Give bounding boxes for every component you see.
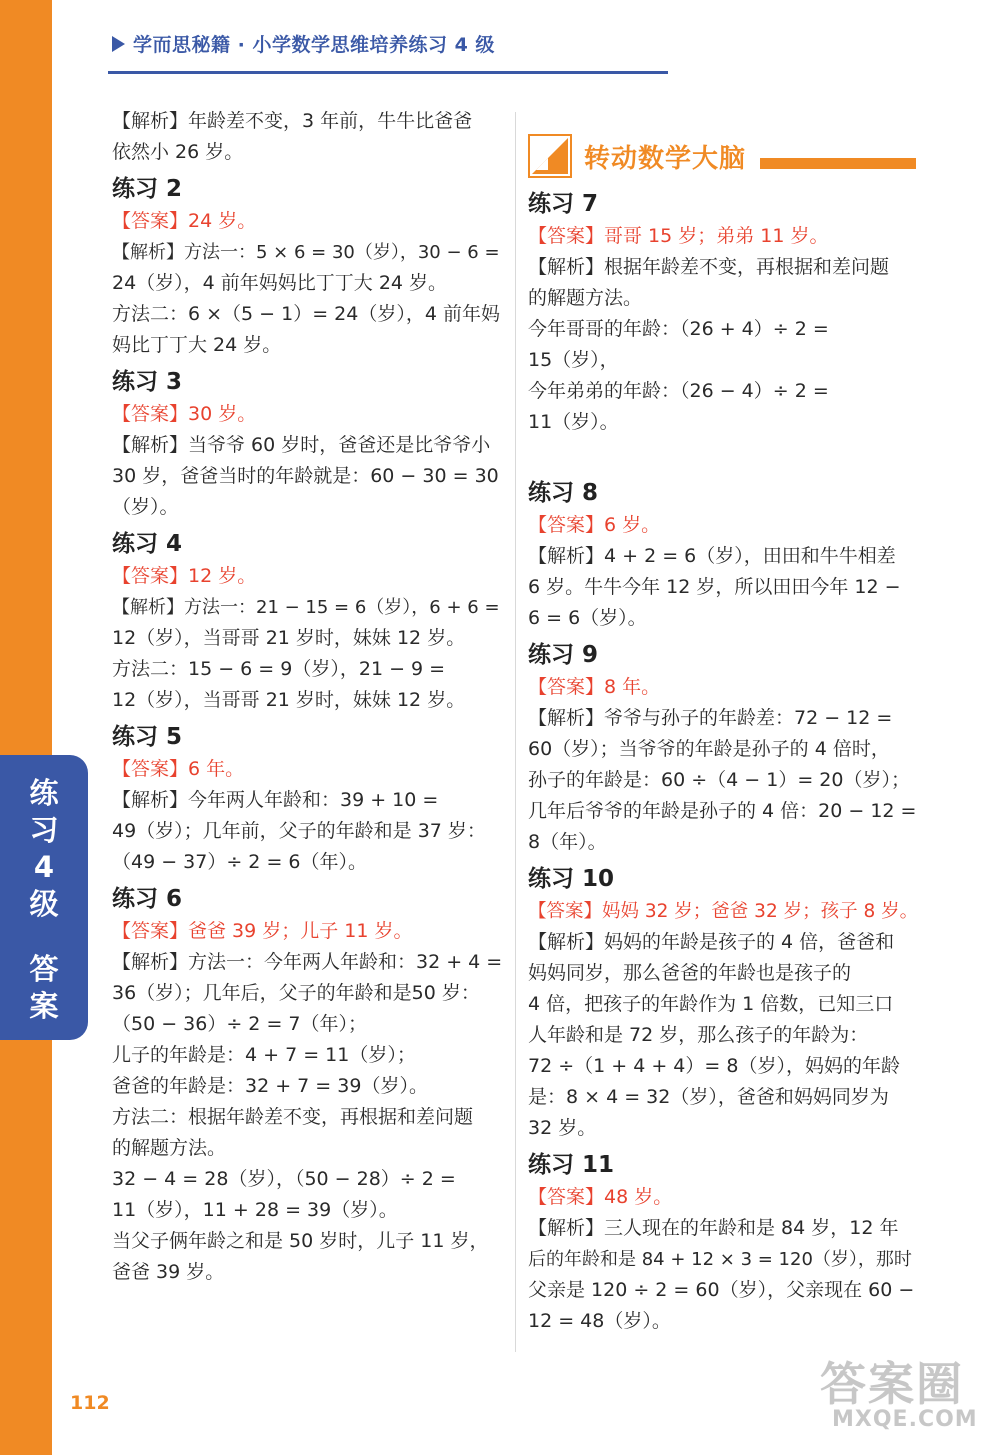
explanation-line: 后的年龄和是 84 + 12 × 3 = 120（岁），那时: [528, 1249, 912, 1270]
explanation-line: 方法二：6 ×（5 − 1）= 24（岁），4 前年妈: [112, 303, 500, 325]
explanation-line: 【解析】妈妈的年龄是孩子的 4 倍，爸爸和: [528, 931, 895, 953]
answer-line: 【答案】8 年。: [528, 676, 661, 698]
explanation-line: 12 = 48（岁）。: [528, 1310, 671, 1332]
side-tab-char: 级: [29, 887, 59, 921]
explanation-line: 8（年）。: [528, 831, 607, 853]
answer-line: 【答案】哥哥 15 岁；弟弟 11 岁。: [528, 225, 829, 247]
explanation-line: 32 − 4 = 28（岁），（50 − 28）÷ 2 =: [112, 1168, 456, 1190]
explanation-line: 15（岁），: [528, 349, 619, 371]
explanation-line: 49（岁）；几年前，父子的年龄和是 37 岁：: [112, 820, 486, 842]
explanation-line: 是：8 × 4 = 32（岁），爸爸和妈妈同岁为: [528, 1086, 889, 1108]
explanation-line: 几年后爷爷的年龄是孙子的 4 倍：20 − 12 =: [528, 800, 917, 822]
page-header: [112, 30, 495, 57]
explanation-line: 方法二：根据年龄差不变，再根据和差问题: [112, 1106, 474, 1128]
explanation-line: 【解析】根据年龄差不变，再根据和差问题: [528, 256, 890, 278]
header-title: 学而思秘籍 · 小学数学思维培养练习 4 级: [133, 34, 495, 56]
page-number: 112: [70, 1392, 110, 1414]
watermark-line1: 答案圈: [820, 1357, 964, 1411]
watermark-line2: MXQE.COM: [832, 1407, 978, 1432]
brain-section-icon: [528, 134, 572, 178]
explanation-line: 【解析】方法一：今年两人年龄和：32 + 4 =: [112, 951, 503, 973]
left-column: [112, 106, 505, 1288]
spacer: [528, 438, 920, 472]
explanation-line: 6 = 6（岁）。: [528, 607, 647, 629]
explanation-line: 【解析】当爷爷 60 岁时，爸爸还是比爷爷小: [112, 434, 491, 456]
watermark-logo: [820, 1357, 978, 1432]
explanation-line: 12（岁），当哥哥 21 岁时，妹妹 12 岁。: [112, 689, 466, 711]
answer-line: 【答案】12 岁。: [112, 565, 257, 587]
triangle-icon: [112, 36, 125, 52]
exercise-heading: 练习 4: [112, 531, 183, 557]
answer-line: 【答案】6 岁。: [528, 514, 661, 536]
explanation-line: 妈比丁丁大 24 岁。: [112, 334, 282, 356]
exercise-heading: 练习 9: [528, 642, 599, 668]
explanation-line: 72 ÷（1 + 4 + 4）= 8（岁），妈妈的年龄: [528, 1055, 900, 1077]
answer-line: 【答案】爸爸 39 岁；儿子 11 岁。: [112, 920, 413, 942]
brain-section-title: 转动数学大脑: [584, 144, 747, 174]
exercise-heading: 练习 8: [528, 480, 599, 506]
side-tab-char: 4: [33, 850, 55, 884]
answer-line: 【答案】妈妈 32 岁；爸爸 32 岁；孩子 8 岁。: [528, 901, 919, 922]
explanation-line: 60（岁）；当爷爷的年龄是孙子的 4 倍时，: [528, 738, 890, 760]
answer-line: 【答案】6 年。: [112, 758, 245, 780]
explanation-line: 今年哥哥的年龄：（26 + 4）÷ 2 =: [528, 318, 829, 340]
explanation-line: 的解题方法。: [112, 1137, 227, 1159]
explanation-line: 【解析】年龄差不变，3 年前，牛牛比爸爸: [112, 110, 473, 132]
explanation-line: 11（岁），11 + 28 = 39（岁）。: [112, 1199, 398, 1221]
answer-line: 【答案】24 岁。: [112, 210, 257, 232]
explanation-line: 今年弟弟的年龄：（26 − 4）÷ 2 =: [528, 380, 829, 402]
orange-margin-stripe: [0, 0, 55, 1455]
explanation-line: 【解析】方法一：5 × 6 = 30（岁），30 − 6 =: [112, 242, 500, 263]
explanation-line: 11（岁）。: [528, 411, 619, 433]
explanation-line: 【解析】爷爷与孙子的年龄差：72 − 12 =: [528, 707, 893, 729]
explanation-line: 【解析】三人现在的年龄和是 84 岁，12 年: [528, 1217, 899, 1239]
brain-section-bar: [760, 158, 916, 169]
explanation-line: 当父子俩年龄之和是 50 岁时，儿子 11 岁，: [112, 1230, 489, 1252]
side-tab-char: 答: [29, 952, 59, 986]
explanation-line: 孙子的年龄是：60 ÷（4 − 1）= 20（岁）；: [528, 769, 910, 791]
explanation-line: 36（岁）；几年后，父子的年龄和是50 岁：: [112, 982, 480, 1004]
exercise-heading: 练习 11: [528, 1152, 615, 1178]
exercise-heading: 练习 7: [528, 191, 599, 217]
explanation-line: 儿子的年龄是：4 + 7 = 11（岁）；: [112, 1044, 416, 1066]
explanation-line: 方法二：15 − 6 = 9（岁），21 − 9 =: [112, 658, 446, 680]
explanation-line: 6 岁。牛牛今年 12 岁，所以田田今年 12 −: [528, 576, 901, 598]
explanation-line: 12（岁），当哥哥 21 岁时，妹妹 12 岁。: [112, 627, 466, 649]
exercise-heading: 练习 10: [528, 866, 615, 892]
answer-line: 【答案】30 岁。: [112, 403, 257, 425]
exercise-heading: 练习 5: [112, 724, 183, 750]
right-column-body: [528, 188, 920, 1337]
explanation-line: （50 − 36）÷ 2 = 7（年）；: [112, 1013, 367, 1035]
side-tab-char: 练: [29, 776, 59, 810]
brain-section-banner: [528, 132, 920, 182]
explanation-line: 妈妈同岁，那么爸爸的年龄也是孩子的: [528, 962, 852, 984]
explanation-line: 爸爸 39 岁。: [112, 1261, 225, 1283]
explanation-line: （岁）。: [112, 496, 179, 518]
explanation-line: 【解析】方法一：21 − 15 = 6（岁），6 + 6 =: [112, 597, 500, 618]
explanation-line: 的解题方法。: [528, 287, 643, 309]
side-tab-char: 习: [29, 813, 59, 847]
explanation-line: 4 倍，把孩子的年龄作为 1 倍数，已知三口: [528, 993, 894, 1015]
explanation-line: 依然小 26 岁。: [112, 141, 244, 163]
explanation-line: 32 岁。: [528, 1117, 597, 1139]
explanation-line: （49 − 37）÷ 2 = 6（年）。: [112, 851, 367, 873]
explanation-line: 30 岁，爸爸当时的年龄就是：60 − 30 = 30: [112, 465, 499, 487]
exercise-heading: 练习 6: [112, 886, 183, 912]
header-rule: [108, 71, 668, 74]
explanation-line: 爸爸的年龄是：32 + 7 = 39（岁）。: [112, 1075, 428, 1097]
column-divider: [515, 112, 516, 1352]
explanation-line: 父亲是 120 ÷ 2 = 60（岁），父亲现在 60 −: [528, 1279, 915, 1301]
explanation-line: 人年龄和是 72 岁，那么孩子的年龄为：: [528, 1024, 869, 1046]
side-tab-char: 案: [29, 989, 59, 1023]
exercise-heading: 练习 3: [112, 369, 183, 395]
explanation-line: 【解析】4 + 2 = 6（岁），田田和牛牛相差: [528, 545, 896, 567]
explanation-line: 24（岁），4 前年妈妈比丁丁大 24 岁。: [112, 272, 448, 294]
explanation-line: 【解析】今年两人年龄和：39 + 10 =: [112, 789, 439, 811]
section-side-tab: [0, 755, 88, 1040]
exercise-heading: 练习 2: [112, 176, 183, 202]
right-column: [528, 132, 920, 1337]
answer-line: 【答案】48 岁。: [528, 1186, 673, 1208]
